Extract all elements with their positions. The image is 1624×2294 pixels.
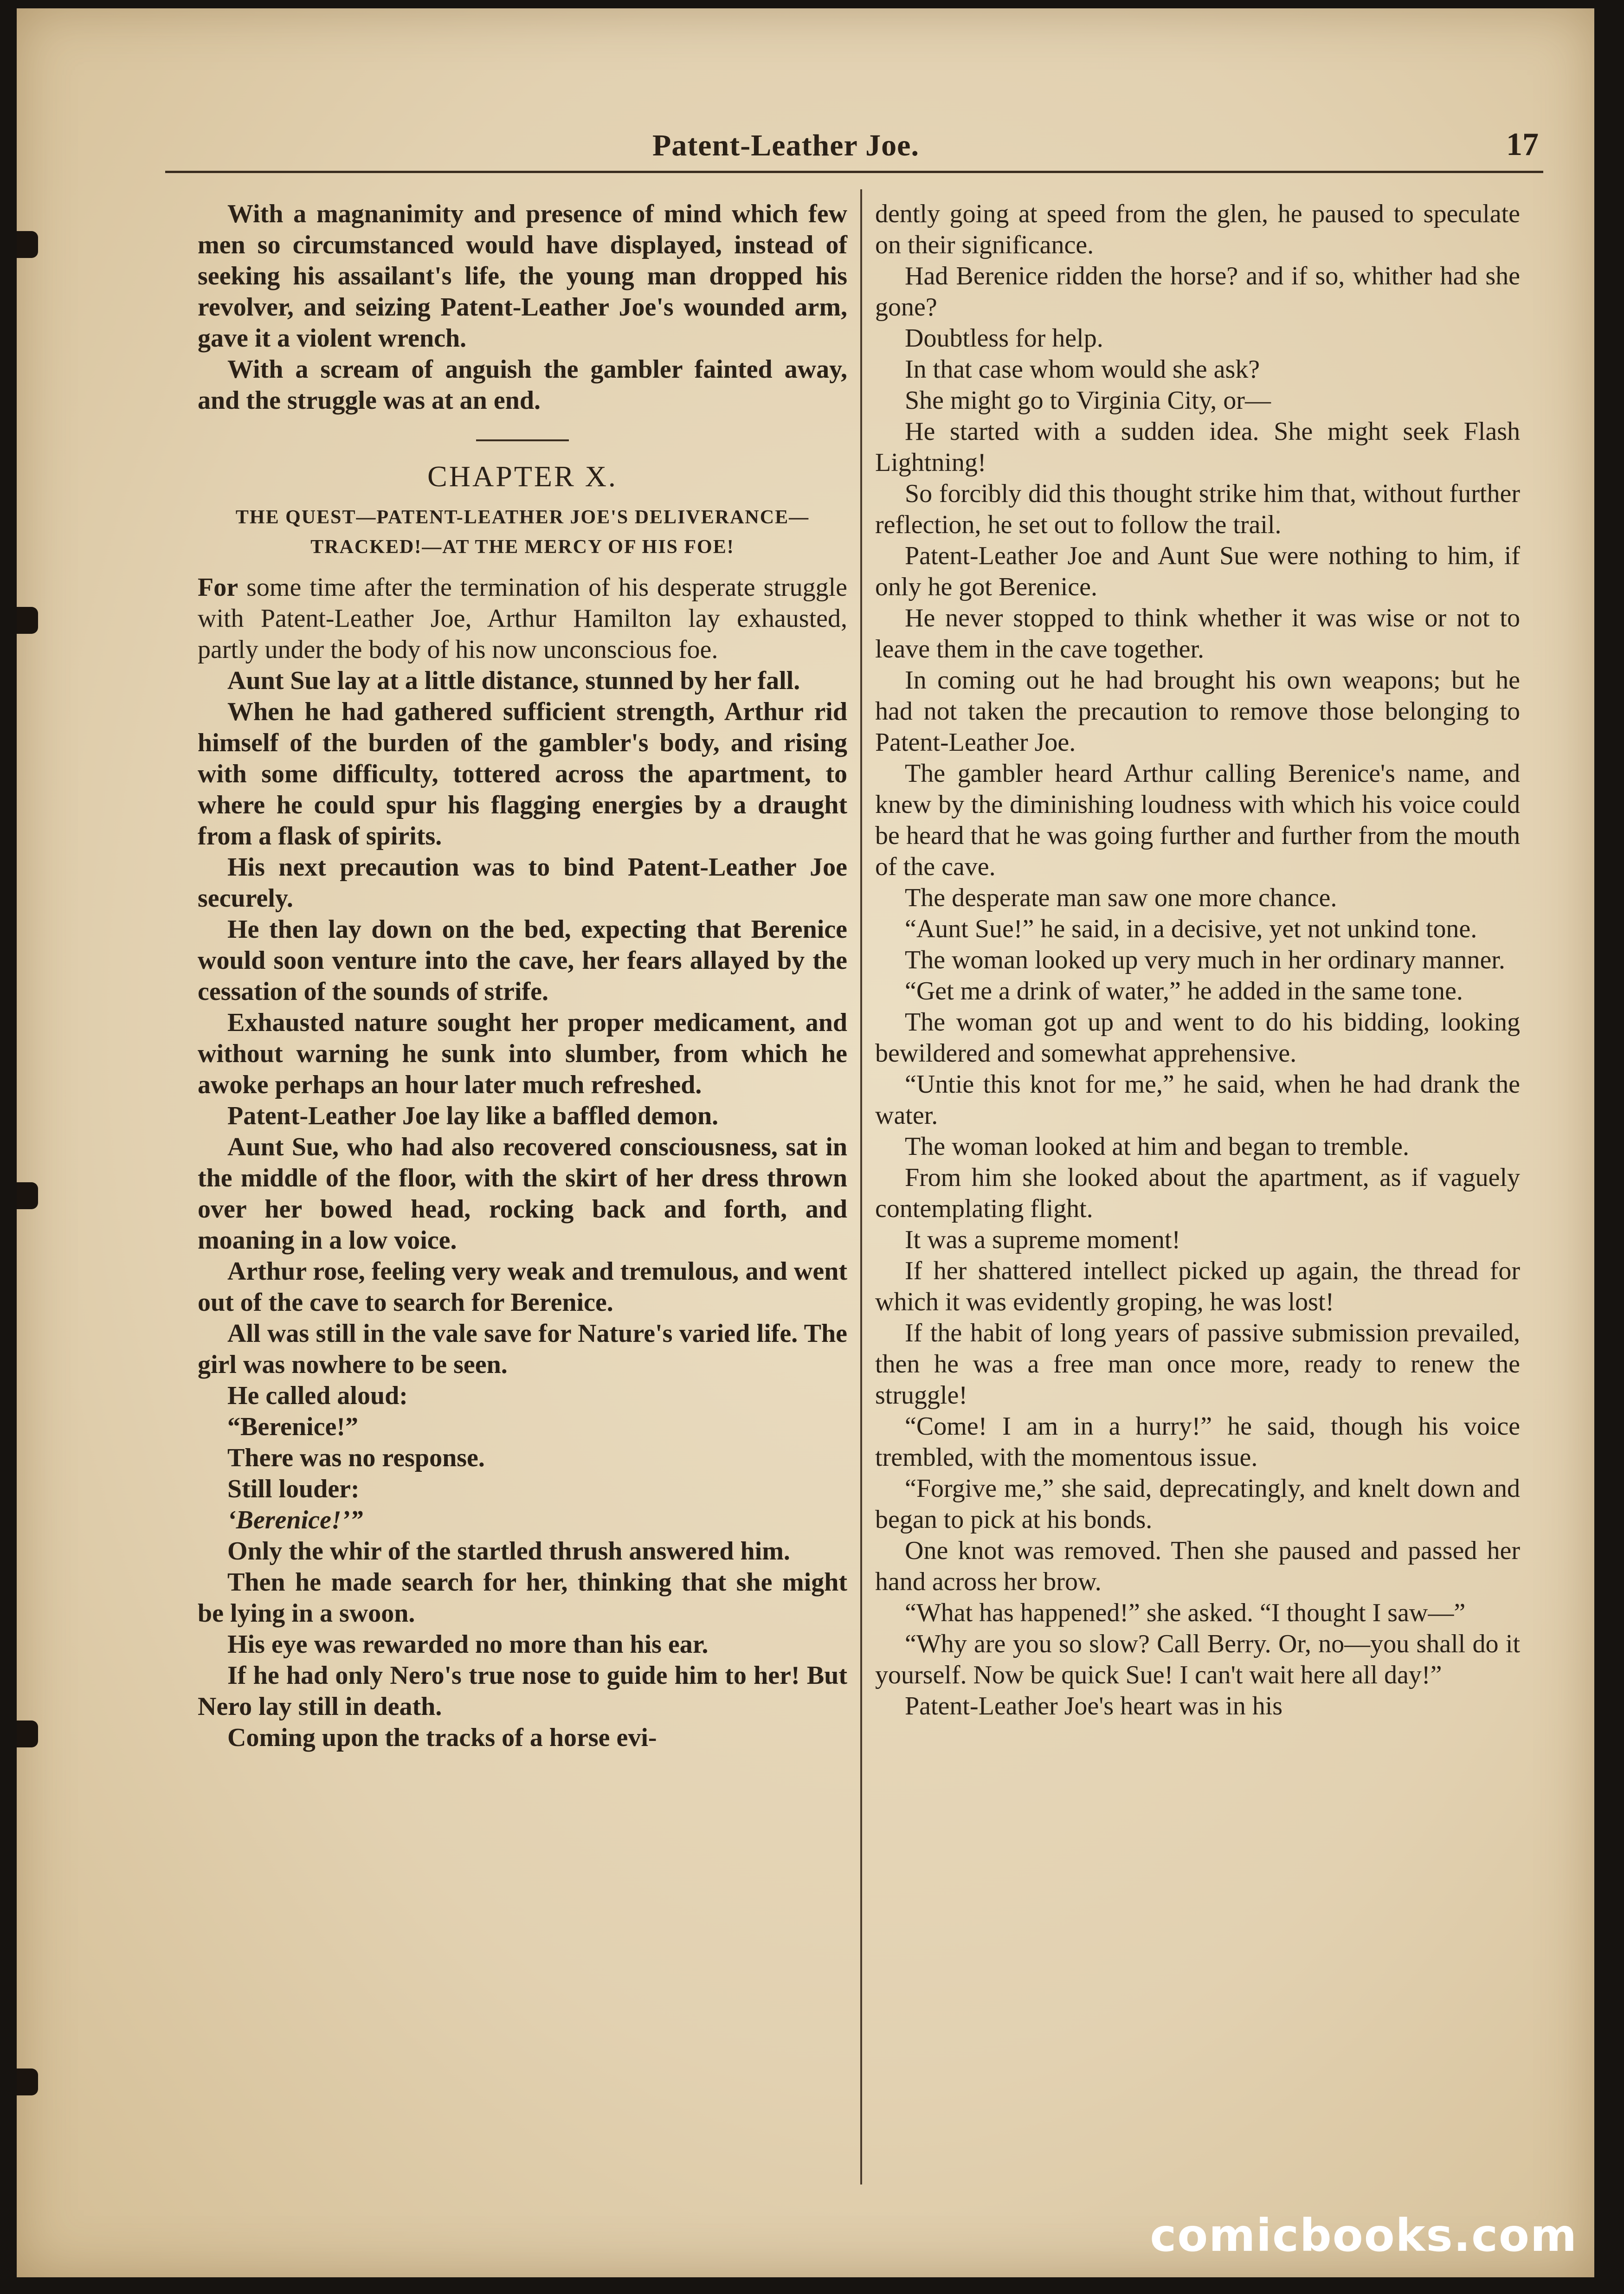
paragraph: Doubtless for help. xyxy=(905,324,1103,353)
paragraph: Coming upon the tracks of a horse evi- xyxy=(227,1723,657,1752)
paragraph: In that case whom would she ask? xyxy=(905,355,1260,384)
paragraph: If her shattered intellect picked up again, the thread for which it was evidently groping, he was lost! xyxy=(875,1257,1520,1316)
paragraph: dently going at speed from the glen, he paused to speculate on their significance. xyxy=(875,200,1520,259)
page-header xyxy=(165,120,1543,173)
paragraph: “Aunt Sue!” he said, in a decisive, yet not unkind tone. xyxy=(905,915,1477,943)
paragraph: “Untie this knot for me,” he said, when he had drank the water. xyxy=(875,1070,1520,1130)
chapter-title: CHAPTER X. xyxy=(427,460,618,493)
paragraph: There was no response. xyxy=(227,1443,485,1472)
paragraph: Exhausted nature sought her proper medicament, and without warning he sunk into slumber, from which he awoke perhaps an hour later much refreshed. xyxy=(198,1008,847,1099)
opening-word: For xyxy=(198,573,238,602)
right-column xyxy=(875,199,1520,1722)
paragraph: His next precaution was to bind Patent-Leather Joe securely. xyxy=(198,853,847,913)
paragraph: The gambler heard Arthur calling Berenice's name, and knew by the diminishing loudness with which his voice could be heard that he was going further and further from the mouth of the cave. xyxy=(875,759,1520,881)
paragraph: Aunt Sue, who had also recovered consciousness, sat in the middle of the floor, with the skirt of her dress thrown over her bowed head, rocking back and forth, and moaning in a low voice. xyxy=(198,1133,847,1255)
paragraph: One knot was removed. Then she paused and passed her hand across her brow. xyxy=(875,1536,1520,1596)
left-column xyxy=(198,199,847,1753)
paragraph: The woman looked up very much in her ordinary manner. xyxy=(905,946,1505,974)
paragraph: Patent-Leather Joe and Aunt Sue were nothing to him, if only he got Berenice. xyxy=(875,541,1520,601)
paragraph: “Forgive me,” she said, deprecatingly, and knelt down and began to pick at his bonds. xyxy=(875,1474,1520,1534)
paragraph: He never stopped to think whether it was wise or not to leave them in the cave together. xyxy=(875,604,1520,664)
paragraph: His eye was rewarded no more than his ear. xyxy=(227,1630,709,1659)
paragraph: He called aloud: xyxy=(227,1381,408,1410)
paragraph: In coming out he had brought his own weapons; but he had not taken the precaution to remove those belonging to Patent-Leather Joe. xyxy=(875,666,1520,757)
running-title: Patent-Leather Joe. xyxy=(652,129,919,162)
paragraph: Then he made search for her, thinking that she might be lying in a swoon. xyxy=(198,1568,847,1628)
paragraph: Only the whir of the startled thrush answered him. xyxy=(227,1537,790,1566)
paragraph: The woman looked at him and began to tremble. xyxy=(905,1132,1410,1161)
chapter-divider xyxy=(476,439,569,441)
binding-hole xyxy=(17,1182,38,1209)
paragraph: Aunt Sue lay at a little distance, stunned by her fall. xyxy=(227,666,800,695)
paragraph: Still louder: xyxy=(227,1475,360,1503)
paragraph: From him she looked about the apartment, as if vaguely contemplating flight. xyxy=(875,1163,1520,1223)
column-divider xyxy=(860,189,862,2184)
paragraph xyxy=(198,572,847,665)
paragraph: Patent-Leather Joe's heart was in his xyxy=(905,1692,1283,1720)
paragraph: If he had only Nero's true nose to guide him to her! But Nero lay still in death. xyxy=(198,1661,847,1721)
paragraph: ‘Berenice!’” xyxy=(227,1506,363,1534)
paragraph: The woman got up and went to do his bidding, looking bewildered and somewhat apprehensive. xyxy=(875,1008,1520,1068)
binding-hole xyxy=(17,2068,38,2095)
paragraph: “Get me a drink of water,” he added in the same tone. xyxy=(905,977,1463,1005)
chapter-synopsis: THE QUEST—PATENT-LEATHER JOE'S DELIVERANCE—TRACKED!—AT THE MERCY OF HIS FOE! xyxy=(235,507,810,558)
paragraph-text: some time after the termination of his desperate struggle with Patent-Leather Joe, Arthur Hamilton lay exhausted, partly under the body of his now unconscious foe. xyxy=(198,573,847,664)
paragraph: With a magnanimity and presence of mind which few men so circumstanced would have displayed, instead of seeking his assailant's life, the young man dropped his revolver, and seizing Patent-Leather Joe's wounded arm, gave it a violent wrench. xyxy=(198,200,847,353)
page-number: 17 xyxy=(1506,127,1539,162)
paragraph: “Berenice!” xyxy=(227,1412,358,1441)
book-page xyxy=(17,8,1594,2277)
paragraph: If the habit of long years of passive submission prevailed, then he was a free man once more, ready to renew the struggle! xyxy=(875,1319,1520,1410)
binding-hole xyxy=(17,1720,38,1747)
paragraph: “Come! I am in a hurry!” he said, though his voice trembled, with the momentous issue. xyxy=(875,1412,1520,1472)
paragraph: The desperate man saw one more chance. xyxy=(905,883,1337,912)
binding-hole xyxy=(17,231,38,258)
paragraph: She might go to Virginia City, or— xyxy=(905,386,1271,415)
paragraph: “Why are you so slow? Call Berry. Or, no—you shall do it yourself. Now be quick Sue! I can't wait here all day!” xyxy=(875,1630,1520,1689)
paragraph: With a scream of anguish the gambler fainted away, and the struggle was at an end. xyxy=(198,355,847,415)
binding-hole xyxy=(17,607,38,634)
paragraph: “What has happened!” she asked. “I thought I saw—” xyxy=(905,1598,1466,1627)
paragraph: Patent-Leather Joe lay like a baffled demon. xyxy=(227,1102,719,1130)
paragraph: He started with a sudden idea. She might seek Flash Lightning! xyxy=(875,417,1520,477)
paragraph: All was still in the vale save for Nature's varied life. The girl was nowhere to be seen. xyxy=(198,1319,847,1379)
paragraph: When he had gathered sufficient strength, Arthur rid himself of the burden of the gambler's body, and rising with some difficulty, tottered across the apartment, to where he could spur his flagging energies by a draught from a flask of spirits. xyxy=(198,697,847,851)
paragraph: Had Berenice ridden the horse? and if so, whither had she gone? xyxy=(875,262,1520,322)
site-watermark: comicbooks.com xyxy=(1150,2210,1578,2262)
paragraph: Arthur rose, feeling very weak and tremulous, and went out of the cave to search for Berenice. xyxy=(198,1257,847,1317)
paragraph: He then lay down on the bed, expecting that Berenice would soon venture into the cave, her fears allayed by the cessation of the sounds of strife. xyxy=(198,915,847,1006)
paragraph: So forcibly did this thought strike him that, without further reflection, he set out to follow the trail. xyxy=(875,479,1520,539)
paragraph: It was a supreme moment! xyxy=(905,1225,1181,1254)
